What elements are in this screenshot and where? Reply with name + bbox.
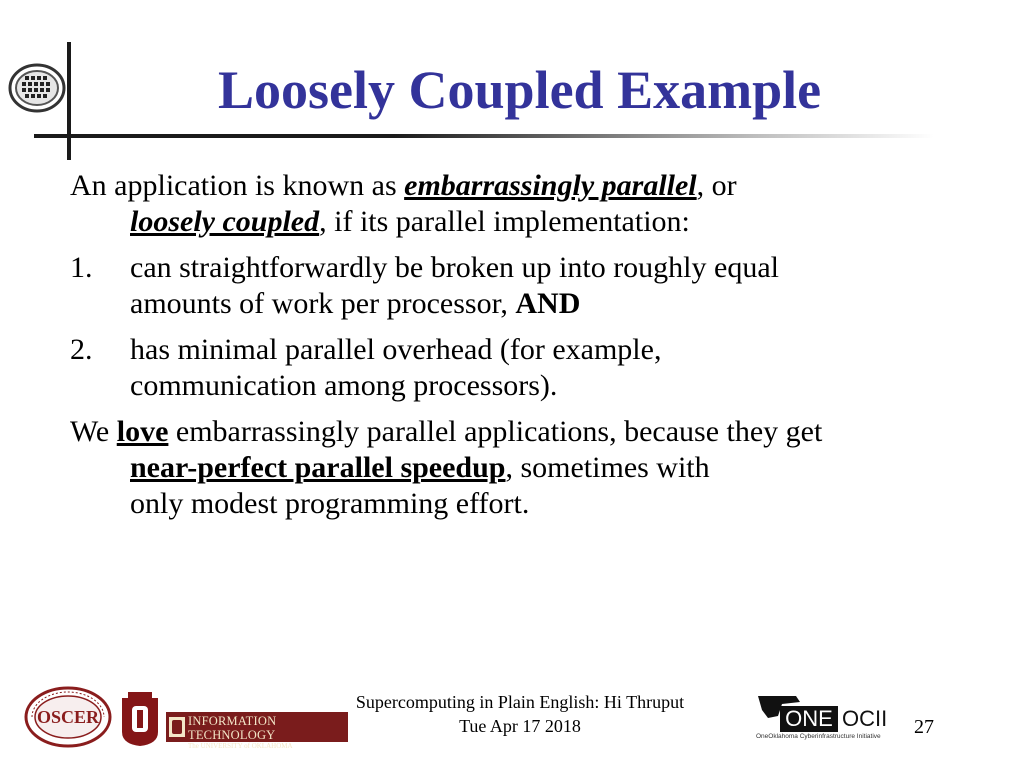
it-banner-title: INFORMATION TECHNOLOGY — [188, 714, 277, 742]
emphasis-and: AND — [515, 287, 581, 320]
text-segment: , sometimes with — [505, 451, 710, 484]
text-segment: embarrassingly parallel applications, because they get — [168, 415, 823, 448]
emphasis-love: love — [116, 415, 169, 448]
supercomputer-logo-icon — [8, 62, 66, 114]
page-number: 27 — [914, 716, 934, 738]
svg-text:ONE: ONE — [785, 706, 833, 731]
body-line-9: only modest programming effort. — [130, 487, 530, 520]
text-segment: amounts of work per processor, — [130, 287, 516, 320]
svg-text:OSCER: OSCER — [36, 707, 100, 727]
term-embarrassingly-parallel: embarrassingly parallel — [404, 169, 697, 202]
list-item-2-line-1: has minimal parallel overhead (for example, — [130, 333, 662, 366]
text-segment: An application is known as — [70, 169, 405, 202]
list-item-1-line-2 — [130, 286, 580, 322]
oscer-logo-icon — [24, 686, 112, 748]
title-vertical-rule — [67, 42, 71, 160]
body-line-2 — [130, 204, 690, 240]
body-line-1 — [70, 168, 737, 204]
list-number-1: 1. — [70, 251, 93, 284]
ou-logo-icon — [118, 688, 162, 748]
body-line-7 — [70, 414, 822, 450]
body-line-8 — [130, 450, 710, 486]
svg-text:OCII: OCII — [842, 706, 888, 731]
term-near-perfect-speedup: near-perfect parallel speedup — [130, 451, 506, 484]
oneocii-tagline: OneOklahoma Cyberinfrastructure Initiative — [756, 733, 881, 740]
it-banner-subtitle: The UNIVERSITY of OKLAHOMA — [188, 742, 293, 750]
text-segment: , or — [696, 169, 737, 202]
slide-title: Loosely Coupled Example — [218, 60, 822, 120]
list-item-1-line-1: can straightforwardly be broken up into roughly equal — [130, 251, 779, 284]
footer-course-title: Supercomputing in Plain English: Hi Thruput — [355, 692, 685, 712]
ou-small-icon — [169, 717, 185, 737]
text-segment: We — [70, 415, 117, 448]
list-number-2: 2. — [70, 333, 93, 366]
footer-info — [330, 690, 710, 738]
footer-date: Tue Apr 17 2018 — [459, 716, 581, 736]
term-loosely-coupled: loosely coupled — [130, 205, 320, 238]
title-horizontal-rule — [34, 134, 934, 138]
information-technology-banner — [166, 712, 348, 750]
text-segment: , if its parallel implementation: — [319, 205, 690, 238]
list-item-2-line-2: communication among processors). — [130, 369, 558, 402]
